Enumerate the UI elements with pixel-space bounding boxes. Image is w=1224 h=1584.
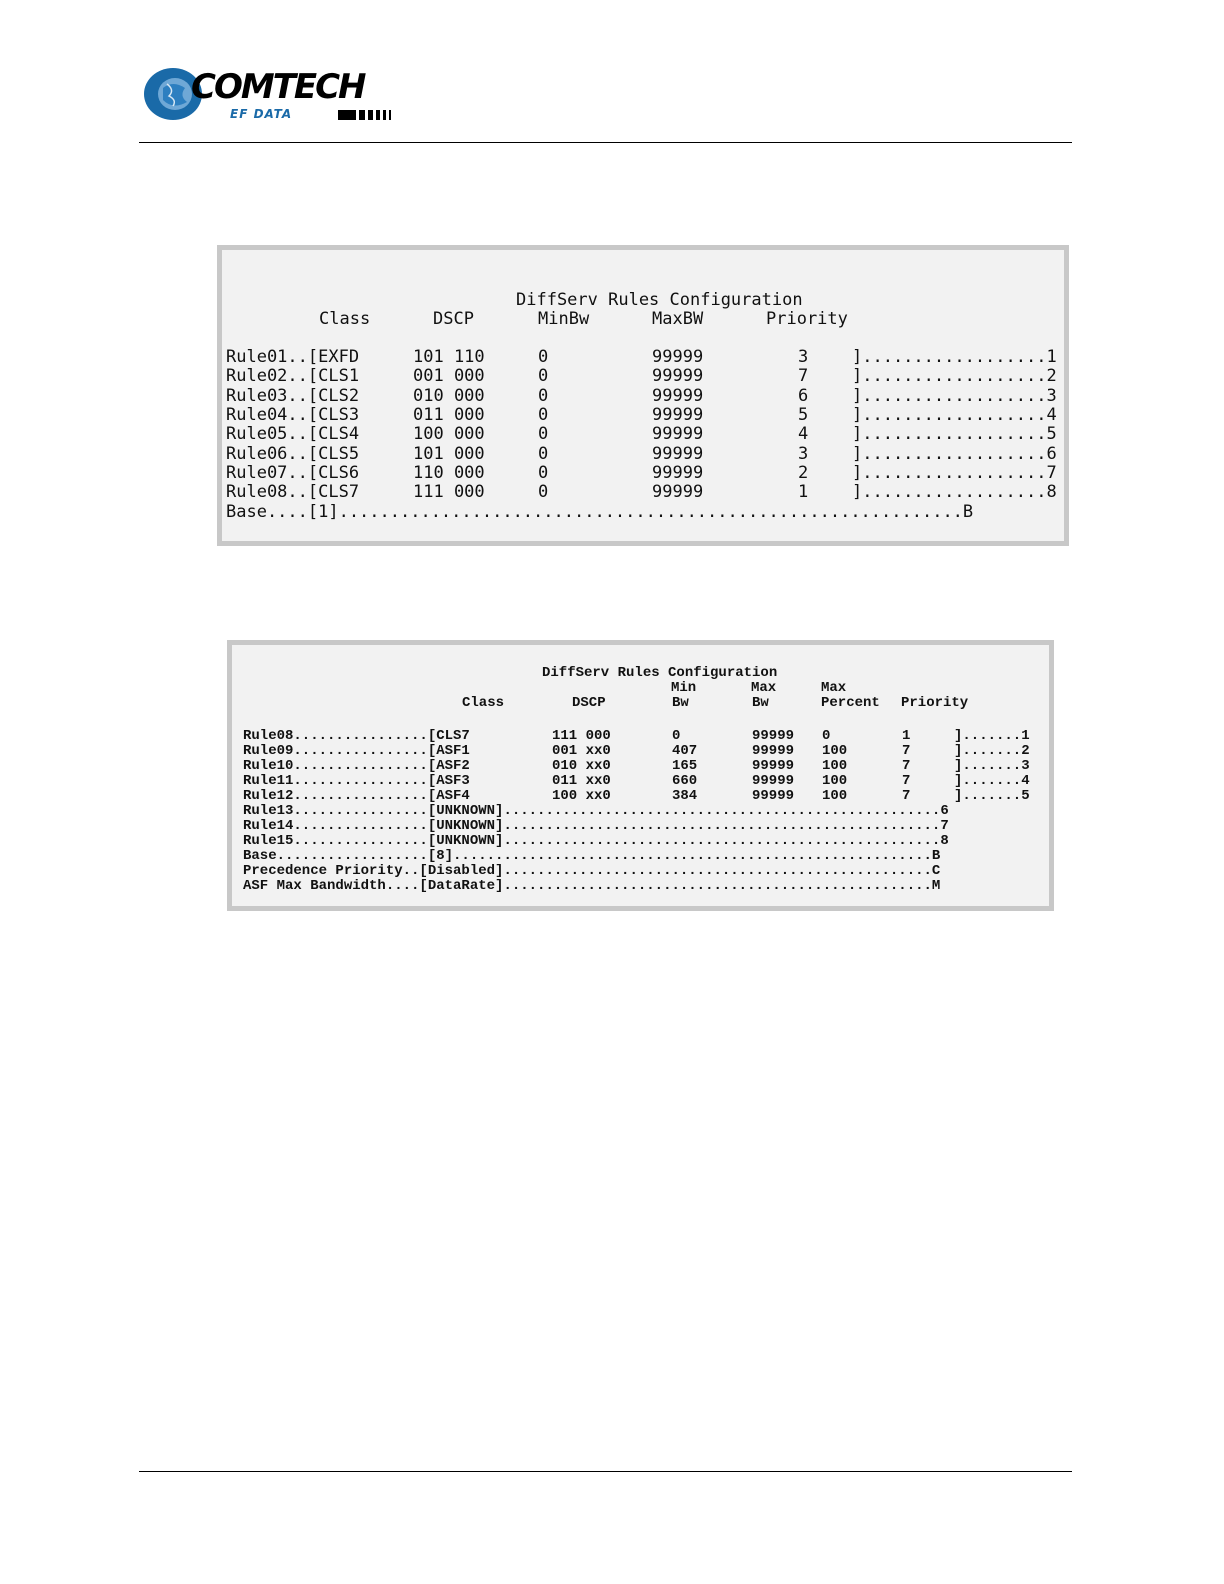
rule-dscp: 001 xx0 — [552, 743, 611, 759]
rule-minbw: 165 — [672, 758, 698, 774]
logo-wordmark: COMTECH — [191, 67, 365, 107]
diffserv-screen-2 — [227, 640, 1054, 911]
rule-priority: 5 — [798, 404, 809, 425]
rule-priority: 1 — [902, 728, 911, 744]
rule-percent: 100 — [822, 758, 848, 774]
col-priority: Priority — [901, 695, 969, 711]
rule-minbw: 407 — [672, 743, 698, 759]
base-line: Base....[1].............................................................B — [226, 502, 974, 522]
rule-label: Rule04..[CLS3 — [226, 404, 360, 425]
rule-maxbw: 99999 — [652, 443, 704, 464]
col-dscp: DSCP — [572, 695, 606, 711]
rule-label: Rule11................[ASF3 — [243, 773, 470, 789]
rule-maxbw: 99999 — [652, 347, 704, 367]
rule-maxbw: 99999 — [752, 788, 795, 804]
logo-bars-icon — [338, 110, 398, 120]
rule-dscp: 100 000 — [413, 424, 485, 445]
rule-label: Rule02..[CLS1 — [226, 366, 360, 387]
rule-menu-key: ].......3 — [954, 758, 1030, 774]
rule-minbw: 660 — [672, 773, 698, 789]
rule-minbw: 0 — [538, 482, 549, 503]
rule-menu-key: ]..................2 — [852, 366, 1057, 387]
rule-maxbw: 99999 — [752, 743, 795, 759]
rule-minbw: 0 — [538, 462, 549, 483]
rule-dscp: 111 000 — [552, 728, 611, 744]
menu-line: Rule14................[UNKNOWN]....................................................7 — [243, 818, 949, 834]
rule-dscp: 010 xx0 — [552, 758, 611, 774]
col-max-percent: Percent — [821, 695, 880, 711]
rule-priority: 7 — [902, 758, 911, 774]
rule-dscp: 101 110 — [413, 347, 485, 367]
col-max-bw: Bw — [752, 695, 769, 711]
rule-percent: 100 — [822, 743, 848, 759]
screen-title: DiffServ Rules Configuration — [516, 290, 803, 310]
col-min-top: Min — [671, 680, 697, 696]
rule-percent: 100 — [822, 773, 848, 789]
rule-label: Rule06..[CLS5 — [226, 443, 360, 464]
rule-minbw: 384 — [672, 788, 698, 804]
rule-menu-key: ]..................3 — [852, 385, 1057, 406]
rule-maxbw: 99999 — [652, 404, 704, 425]
rule-menu-key: ]..................6 — [852, 443, 1057, 464]
col-max-top-2: Max — [821, 680, 847, 696]
rule-label: Rule07..[CLS6 — [226, 462, 360, 483]
rule-label: Rule08..[CLS7 — [226, 482, 360, 503]
rule-priority: 3 — [798, 443, 809, 464]
rule-dscp: 110 000 — [413, 462, 485, 483]
rule-priority: 3 — [798, 347, 809, 367]
rule-menu-key: ].......2 — [954, 743, 1030, 759]
rule-minbw: 0 — [538, 424, 549, 445]
rule-menu-key: ].......5 — [954, 788, 1030, 804]
rule-dscp: 111 000 — [413, 482, 485, 503]
rule-priority: 4 — [798, 424, 809, 445]
rule-priority: 7 — [902, 788, 911, 804]
rule-menu-key: ].......1 — [954, 728, 1030, 744]
rule-menu-key: ].......4 — [954, 773, 1030, 789]
rule-maxbw: 99999 — [652, 366, 704, 387]
diffserv-screen-1 — [217, 245, 1069, 546]
rule-priority: 7 — [902, 773, 911, 789]
col-class: Class — [319, 309, 371, 329]
rule-menu-key: ]..................5 — [852, 424, 1057, 445]
rule-minbw: 0 — [538, 347, 549, 367]
col-dscp: DSCP — [433, 309, 474, 329]
rule-label: Rule08................[CLS7 — [243, 728, 470, 744]
rule-dscp: 011 xx0 — [552, 773, 611, 789]
menu-line: Base..................[8].........................................................B — [243, 848, 941, 864]
rule-priority: 2 — [798, 462, 809, 483]
rule-maxbw: 99999 — [752, 758, 795, 774]
rule-minbw: 0 — [672, 728, 681, 744]
rule-label: Rule10................[ASF2 — [243, 758, 470, 774]
menu-line: ASF Max Bandwidth....[DataRate]...................................................M — [243, 878, 941, 894]
rule-minbw: 0 — [538, 366, 549, 387]
rule-priority: 1 — [798, 482, 809, 503]
col-class: Class — [462, 695, 505, 711]
screen-title: DiffServ Rules Configuration — [542, 665, 778, 681]
col-min-bw: Bw — [672, 695, 689, 711]
rule-minbw: 0 — [538, 443, 549, 464]
rule-percent: 100 — [822, 788, 848, 804]
rule-label: Rule05..[CLS4 — [226, 424, 360, 445]
logo-subtitle: EF DATA — [230, 107, 293, 121]
rule-minbw: 0 — [538, 404, 549, 425]
comtech-logo — [143, 66, 403, 126]
footer-divider — [139, 1471, 1072, 1472]
menu-line: Rule13................[UNKNOWN]....................................................6 — [243, 803, 949, 819]
menu-line: Rule15................[UNKNOWN]....................................................8 — [243, 833, 949, 849]
rule-maxbw: 99999 — [652, 385, 704, 406]
rule-label: Rule09................[ASF1 — [243, 743, 470, 759]
rule-dscp: 001 000 — [413, 366, 485, 387]
rule-label: Rule03..[CLS2 — [226, 385, 360, 406]
menu-line: Precedence Priority..[Disabled]...................................................C — [243, 863, 941, 879]
col-maxbw: MaxBW — [652, 309, 704, 329]
rule-dscp: 011 000 — [413, 404, 485, 425]
rule-dscp: 101 000 — [413, 443, 485, 464]
rule-maxbw: 99999 — [652, 462, 704, 483]
col-minbw: MinBw — [538, 309, 590, 329]
header-divider — [139, 142, 1072, 143]
rule-menu-key: ]..................4 — [852, 404, 1057, 425]
rule-menu-key: ]..................7 — [852, 462, 1057, 483]
rule-menu-key: ]..................8 — [852, 482, 1057, 503]
rule-dscp: 010 000 — [413, 385, 485, 406]
rule-priority: 7 — [798, 366, 809, 387]
rule-dscp: 100 xx0 — [552, 788, 611, 804]
rule-maxbw: 99999 — [652, 482, 704, 503]
col-max-top: Max — [751, 680, 777, 696]
rule-priority: 7 — [902, 743, 911, 759]
rule-label: Rule01..[EXFD — [226, 347, 360, 367]
rule-percent: 0 — [822, 728, 831, 744]
col-priority: Priority — [766, 309, 848, 329]
rule-maxbw: 99999 — [652, 424, 704, 445]
rule-priority: 6 — [798, 385, 809, 406]
rule-maxbw: 99999 — [752, 773, 795, 789]
rule-menu-key: ]..................1 — [852, 347, 1057, 367]
rule-maxbw: 99999 — [752, 728, 795, 744]
rule-minbw: 0 — [538, 385, 549, 406]
rule-label: Rule12................[ASF4 — [243, 788, 470, 804]
